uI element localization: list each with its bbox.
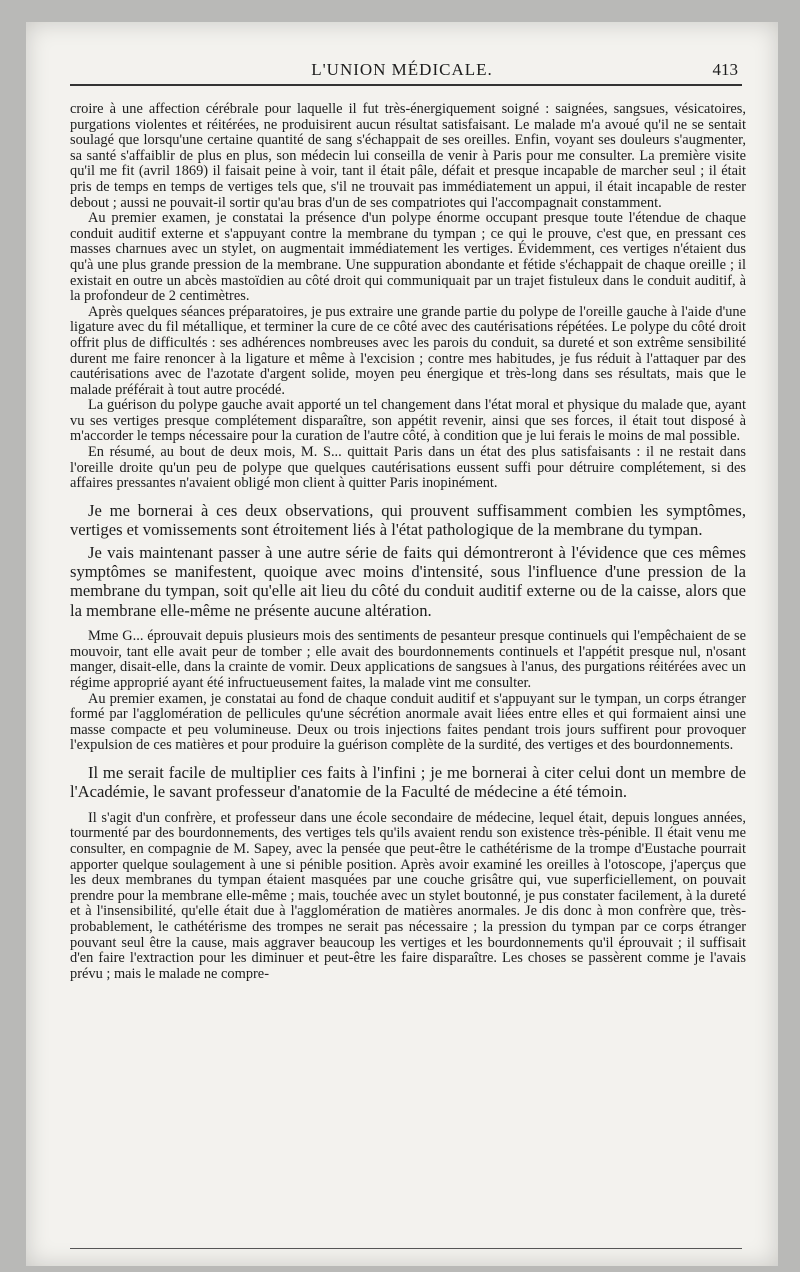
page-number: 413 bbox=[712, 60, 738, 79]
paragraph-6: Je me bornerai à ces deux observations, qui prouvent suffisamment combien les symptômes, vertiges et vomissements sont étroitement liés à l'état pathologique de la membrane du tympan. bbox=[70, 500, 746, 540]
header-rule bbox=[70, 84, 742, 86]
paragraph-1: croire à une affection cérébrale pour laquelle il fut très-énergiquement soigné : saignées, sangsues, vésicatoires, purgations violentes et réitérées, ne produisirent aucun résultat satisfaisant. Le malade m'a avoué qu'il ne se sentait soulagé que lorsqu'une certaine quantité de sang s'échappait de ses oreilles. Enfin, voyant ses douleurs s'augmenter, sa santé s'affaiblir de plus en plus, son médecin lui conseilla de venir à Paris pour me consulter. La première visite qu'il me fit (avril 1869) il faisait peine à voir, tant il était pâle, défait et presque incapable de marcher seul ; il était pris de temps en temps de vertiges tels que, s'il ne trouvait pas immédiatement un appui, il était incapable de rester debout ; aussi ne pouvait-il sortir qu'au bras d'un de ses compatriotes qui l'accompagnait constamment. bbox=[70, 101, 746, 211]
paragraph-7: Je vais maintenant passer à une autre série de faits qui démontreront à l'évidence que ces mêmes symptômes se manifestent, quoique avec moins d'intensité, sous l'influence d'une pression de la membrane du tympan, soit qu'elle ait lieu du côté du conduit auditif externe ou de la caisse, alors que la membrane elle-même ne présente aucune altération. bbox=[70, 542, 746, 620]
document-page bbox=[26, 22, 778, 1266]
footer-rule bbox=[70, 1248, 742, 1249]
running-title: L'UNION MÉDICALE. bbox=[311, 60, 493, 79]
paragraph-9: Au premier examen, je constatai au fond de chaque conduit auditif et s'appuyant sur le tympan, un corps étranger formé par l'agglomération de pellicules qu'une sécrétion anormale avait liées entre elles et qui formaient ainsi une masse compacte et peu volumineuse. Deux ou trois injections faites pendant trois jours suffirent pour provoquer l'expulsion de ces matières et pour produire la guérison complète de la surdité, des vertiges et des bourdonnements. bbox=[70, 690, 746, 754]
body-text bbox=[70, 102, 746, 982]
paragraph-10: Il me serait facile de multiplier ces faits à l'infini ; je me bornerai à citer celui dont un membre de l'Académie, le savant professeur d'anatomie de la Faculté de médecine a été témoin. bbox=[70, 763, 746, 802]
paragraph-11: Il s'agit d'un confrère, et professeur dans une école secondaire de médecine, lequel était, depuis longues années, tourmenté par des bourdonnements, des vertiges tels qu'ils avaient rendu son existence très-pénible. Il était venu me consulter, en compagnie de M. Sapey, avec la pensée que peut-être le cathétérisme de la trompe d'Eustache pourrait apporter quelque soulagement à une si pénible position. Après avoir examiné les oreilles à l'otoscope, j'aperçus que les deux membranes du tympan étaient masquées par une couche grisâtre qui, vue superficiellement, on pouvait prendre pour la membrane elle-même ; mais, touchée avec un stylet boutonné, je pus constater facilement, à la dureté et à l'insensibilité, qu'elle était due à l'agglomération de matières anormales. Je dis donc à mon confrère que, très-probablement, le cathétérisme des trompes ne serait pas nécessaire ; la pression du tympan par ce corps étranger pouvant seul être la cause, mais aggraver beaucoup les vertiges et les bourdonnements qu'il éprouvait ; il suffisait d'en faire l'extraction pour les diminuer et peut-être les faire disparaître. Les choses se passèrent comme je l'avais prévu ; mais le malade ne compre- bbox=[70, 809, 746, 982]
paragraph-8: Mme G... éprouvait depuis plusieurs mois des sentiments de pesanteur presque continuels qui l'empêchaient de se mouvoir, tant elle avait peur de tomber ; elle avait des bourdonnements continuels et l'appétit presque nul, n'osant manger, disait-elle, dans la crainte de vomir. Deux applications de sangsues à l'anus, des purgations réitérées avec un régime approprié ayant été infructueusement faites, la malade vint me consulter. bbox=[70, 628, 746, 692]
paragraph-4: La guérison du polype gauche avait apporté un tel changement dans l'état moral et physique du malade que, ayant vu ses vertiges presque complétement disparaître, son appétit revenir, ainsi que ses forces, il était tout disposé à m'accorder le temps nécessaire pour la curation de l'autre côté, à condition que je lui ferais le moins de mal possible. bbox=[70, 397, 746, 445]
paragraph-3: Après quelques séances préparatoires, je pus extraire une grande partie du polype de l'oreille gauche à l'aide d'une ligature avec du fil métallique, et terminer la cure de ce côté avec des cautérisations répétées. Le polype du côté droit offrit plus de difficultés : ses adhérences nombreuses avec les parois du conduit, sa dureté et son extrême sensibilité durent me faire renoncer à la ligature et même à l'excision ; contre mes habitudes, je fus réduit à l'attaquer par des cautérisations avec de l'azotate d'argent solide, moyen peu énergique et très-long dans ses résultats, mais que le malade préférait à tout autre procédé. bbox=[70, 303, 746, 398]
paragraph-5: En résumé, au bout de deux mois, M. S... quittait Paris dans un état des plus satisfaisants : il ne restait dans l'oreille droite qu'un peu de polype que quelques cautérisations eussent suffi pour détruire complétement, si des affaires pressantes n'avaient obligé mon client à quitter Paris inopinément. bbox=[70, 444, 746, 492]
paragraph-2: Au premier examen, je constatai la présence d'un polype énorme occupant presque toute l'étendue de chaque conduit auditif externe et s'appuyant contre la membrane du tympan ; ce qui le prouve, c'est que, en pressant ces masses charnues avec un stylet, on augmentait immédiatement les vertiges. Évidemment, ces vertiges n'étaient dus qu'à une plus grande pression de la membrane. Une suppuration abondante et fétide s'échappait de chaque oreille ; il existait en outre un abcès mastoïdien au côté droit qui communiquait par un trajet fistuleux dans le conduit auditif, à la profondeur de 2 centimètres. bbox=[70, 210, 746, 305]
